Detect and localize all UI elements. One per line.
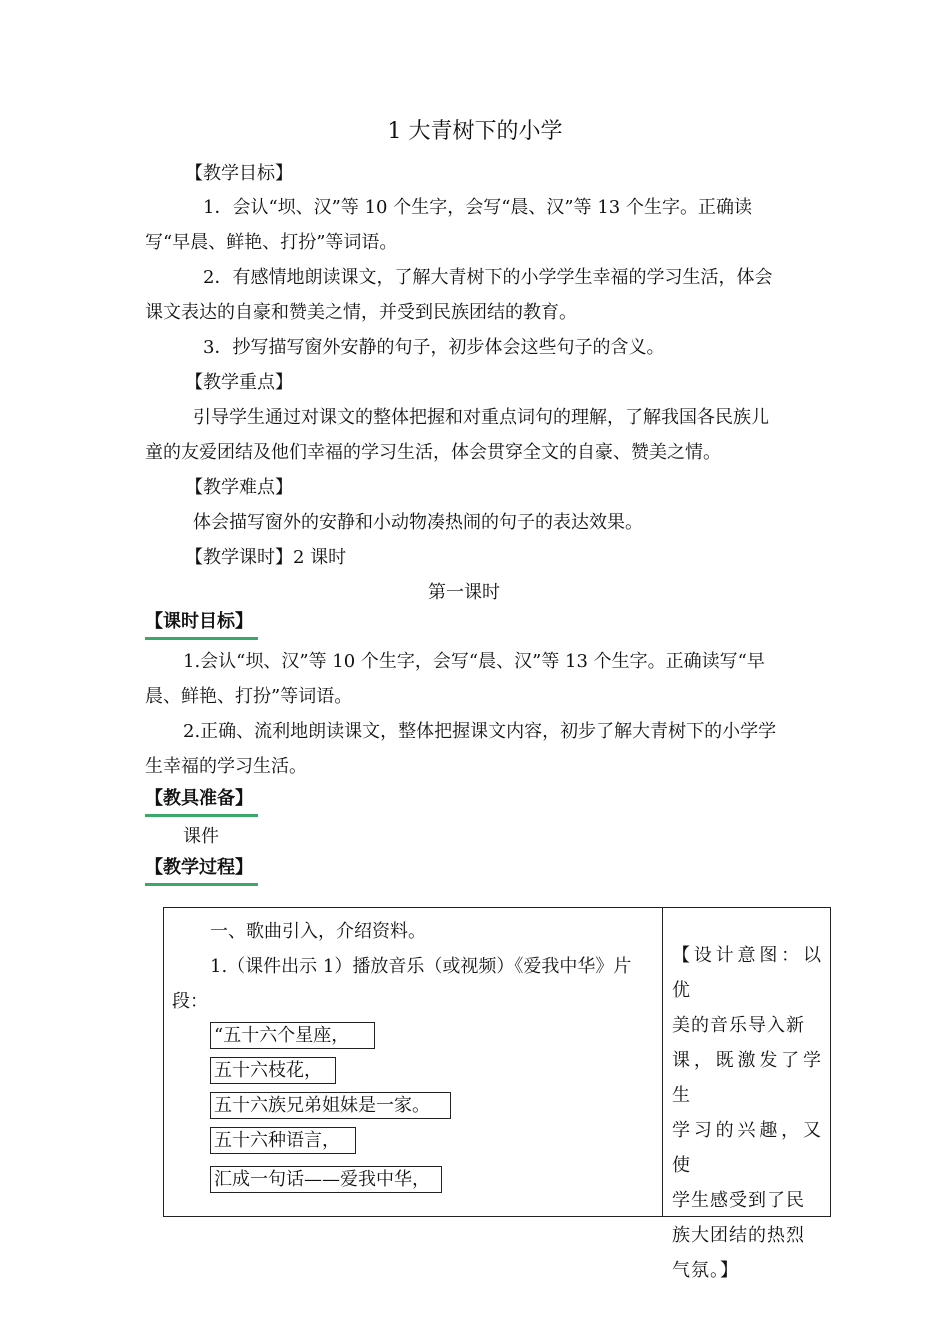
step-1-line-2: 段：: [172, 991, 208, 1012]
key-points-line-2: 童的友爱团结及他们幸福的学习生活，体会贯穿全文的自豪、赞美之情。: [145, 442, 721, 463]
design-note-line: 课，既激发了学生: [672, 1050, 822, 1106]
objectives-heading: 【教学目标】: [185, 163, 293, 184]
objective-1-line-1: 1．会认“坝、汉”等 10 个生字，会写“晨、汉”等 13 个生字。正确读: [203, 197, 752, 218]
design-note-line: 学习的兴趣，又使: [672, 1120, 822, 1176]
process-heading: 【教学过程】: [145, 855, 258, 886]
class-hours: 【教学课时】2 课时: [185, 547, 347, 568]
process-table: [163, 907, 831, 1281]
step-title: 一、歌曲引入，介绍资料。: [210, 921, 426, 942]
design-note: [672, 938, 822, 1288]
objective-1-line-2: 写“早晨、鲜艳、打扮”等词语。: [145, 232, 398, 253]
key-points-heading: 【教学重点】: [185, 372, 293, 393]
lesson-goal-2-line-1: 2.正确、流利地朗读课文，整体把握课文内容，初步了解大青树下的小学学: [183, 721, 777, 742]
design-note-line: 美的音乐导入新: [672, 1015, 805, 1036]
lyric-line-3: 五十六族兄弟姐妹是一家。: [210, 1092, 451, 1119]
design-note-line: 族大团结的热烈: [672, 1225, 805, 1246]
design-note-line: 气氛。】: [672, 1260, 739, 1281]
design-note-cell: [663, 908, 831, 1281]
objective-2-line-1: 2．有感情地朗读课文，了解大青树下的小学学生幸福的学习生活，体会: [203, 267, 773, 288]
lyric-line-5: 汇成一句话——爱我中华，: [210, 1166, 442, 1193]
lyric-line-2: 五十六枝花，: [210, 1057, 336, 1084]
key-points-line-1: 引导学生通过对课文的整体把握和对重点词句的理解，了解我国各民族儿: [193, 407, 769, 428]
difficulties-text: 体会描写窗外的安静和小动物凑热闹的句子的表达效果。: [193, 512, 643, 533]
objective-3: 3．抄写描写窗外安静的句子，初步体会这些句子的含义。: [203, 337, 665, 358]
process-main-cell: [164, 908, 663, 1217]
lesson-1-title: 第一课时: [428, 582, 500, 603]
tools-heading: 【教具准备】: [145, 786, 258, 817]
design-note-line: 学生感受到了民: [672, 1190, 805, 1211]
lesson-goal-2-line-2: 生幸福的学习生活。: [145, 756, 307, 777]
lyric-line-4: 五十六种语言，: [210, 1127, 356, 1154]
lesson-goal-1-line-2: 晨、鲜艳、打扮”等词语。: [145, 686, 353, 707]
design-note-line: 【设计意图：以优: [672, 945, 822, 1001]
page-title: 1 大青树下的小学: [387, 119, 563, 144]
tools-text: 课件: [183, 826, 219, 847]
difficulties-heading: 【教学难点】: [185, 477, 293, 498]
step-1-line-1: 1.（课件出示 1）播放音乐（或视频）《爱我中华》片: [210, 956, 632, 977]
lesson-goals-heading: 【课时目标】: [145, 609, 258, 640]
lyric-line-1: “五十六个星座，: [210, 1022, 375, 1049]
lesson-goal-1-line-1: 1.会认“坝、汉”等 10 个生字，会写“晨、汉”等 13 个生字。正确读写“早: [183, 651, 765, 672]
objective-2-line-2: 课文表达的自豪和赞美之情，并受到民族团结的教育。: [145, 302, 577, 323]
